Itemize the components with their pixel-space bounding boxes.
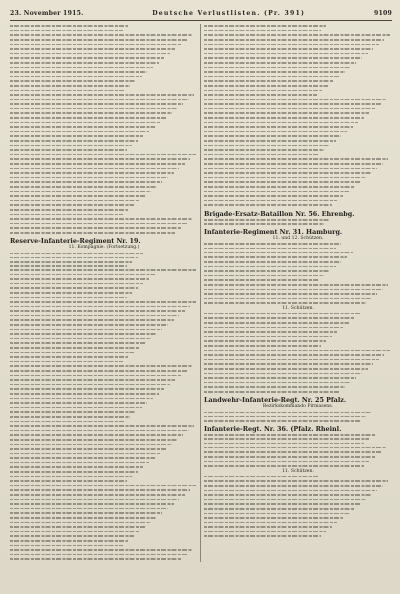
illegible-text	[10, 531, 140, 533]
illegible-text	[10, 269, 196, 271]
illegible-text	[204, 517, 343, 519]
illegible-text	[204, 438, 369, 440]
illegible-text	[204, 420, 360, 422]
illegible-text	[204, 494, 371, 496]
illegible-text	[10, 39, 187, 41]
illegible-text	[204, 313, 360, 315]
illegible-text	[204, 223, 324, 225]
casualty-line	[204, 390, 392, 395]
illegible-text	[204, 443, 364, 445]
section-heading: 11. Schützen.	[282, 468, 314, 474]
unit-note-line	[204, 410, 392, 414]
casualty-line	[10, 171, 198, 176]
illegible-text	[204, 476, 319, 478]
illegible-text	[204, 191, 349, 193]
section-heading: 11. Kompagnie. (Fortsetzung.)	[68, 245, 140, 251]
illegible-text	[204, 416, 366, 418]
illegible-text	[10, 379, 175, 381]
illegible-text	[10, 338, 151, 340]
illegible-text	[204, 377, 356, 379]
illegible-text	[10, 384, 170, 386]
illegible-text	[204, 181, 360, 183]
illegible-text	[204, 76, 339, 78]
illegible-text	[10, 112, 172, 114]
illegible-text	[10, 195, 145, 197]
illegible-text	[204, 503, 360, 505]
illegible-text	[204, 243, 341, 245]
casualty-line	[204, 493, 392, 498]
illegible-text	[204, 62, 356, 64]
illegible-text	[204, 177, 366, 179]
right-column	[204, 24, 392, 562]
casualty-line	[204, 292, 392, 297]
illegible-text	[10, 319, 174, 321]
illegible-text	[10, 462, 149, 464]
casualty-line	[204, 353, 392, 358]
illegible-text	[204, 322, 349, 324]
illegible-text	[204, 140, 336, 142]
unit-heading: Infanterie-Regiment Nr. 31. Hamburg.	[204, 228, 343, 237]
header-title: Deutsche Verlustlisten. (Pr. 391)	[152, 9, 306, 17]
casualty-line	[10, 502, 198, 507]
illegible-text	[10, 499, 179, 501]
illegible-text	[10, 558, 181, 560]
illegible-text	[10, 306, 190, 308]
illegible-text	[10, 108, 177, 110]
casualty-line	[204, 47, 392, 52]
illegible-text	[204, 53, 368, 55]
illegible-text	[10, 448, 166, 450]
casualty-line	[204, 102, 392, 107]
illegible-text	[10, 494, 185, 496]
illegible-text	[10, 398, 153, 400]
unit-heading: Brigade-Ersatz-Bataillon Nr. 56. Ehrenbg.	[204, 209, 355, 218]
casualty-line	[10, 309, 198, 314]
illegible-text	[204, 451, 381, 453]
illegible-text	[10, 71, 147, 73]
illegible-text	[204, 317, 354, 319]
illegible-text	[10, 99, 189, 101]
illegible-text	[204, 99, 386, 101]
illegible-text	[204, 513, 349, 515]
illegible-text	[204, 108, 375, 110]
illegible-text	[10, 94, 194, 96]
illegible-text	[204, 412, 371, 414]
casualty-line	[10, 231, 198, 236]
illegible-text	[10, 80, 136, 82]
unit-note-line	[204, 419, 392, 423]
casualty-line	[204, 301, 392, 306]
illegible-text	[10, 261, 132, 263]
illegible-text	[10, 526, 145, 528]
illegible-text	[10, 453, 160, 455]
illegible-text	[10, 297, 127, 299]
illegible-text	[204, 508, 354, 510]
illegible-text	[204, 363, 373, 365]
illegible-text	[10, 466, 143, 468]
illegible-text	[204, 172, 371, 174]
illegible-text	[204, 522, 337, 524]
illegible-text	[204, 434, 375, 436]
illegible-text	[204, 298, 371, 300]
illegible-text	[204, 293, 377, 295]
illegible-text	[204, 204, 332, 206]
illegible-text	[204, 535, 321, 537]
illegible-text	[204, 94, 317, 96]
illegible-text	[10, 388, 164, 390]
illegible-text	[10, 416, 130, 418]
illegible-text	[10, 333, 157, 335]
illegible-text	[10, 508, 168, 510]
illegible-text	[10, 168, 179, 170]
illegible-text	[10, 471, 138, 473]
illegible-text	[204, 103, 381, 105]
illegible-text	[204, 485, 383, 487]
illegible-text	[204, 373, 362, 375]
illegible-text	[10, 172, 174, 174]
illegible-text	[10, 545, 123, 547]
left-column	[10, 24, 198, 562]
casualty-line	[204, 203, 392, 208]
illegible-text	[10, 158, 190, 160]
illegible-text	[10, 425, 194, 427]
illegible-text	[10, 402, 147, 404]
illegible-text	[10, 489, 190, 491]
illegible-text	[10, 554, 187, 556]
casualty-line	[10, 217, 198, 222]
illegible-text	[10, 274, 155, 276]
illegible-text	[10, 181, 162, 183]
illegible-text	[10, 315, 179, 317]
illegible-text	[10, 361, 123, 363]
illegible-text	[204, 67, 351, 69]
illegible-text	[204, 382, 351, 384]
illegible-text	[10, 154, 196, 156]
illegible-text	[10, 292, 132, 294]
illegible-text	[204, 331, 337, 333]
header-page-number: 9109	[373, 9, 392, 17]
illegible-text	[10, 310, 185, 312]
illegible-text	[10, 186, 157, 188]
illegible-text	[10, 76, 142, 78]
illegible-text	[204, 71, 345, 73]
illegible-text	[10, 57, 164, 59]
illegible-text	[10, 342, 145, 344]
illegible-text	[10, 44, 181, 46]
illegible-text	[10, 444, 172, 446]
illegible-text	[204, 340, 326, 342]
illegible-text	[10, 370, 187, 372]
illegible-text	[204, 131, 347, 133]
illegible-text	[10, 421, 125, 423]
illegible-text	[10, 352, 134, 354]
illegible-text	[10, 214, 123, 216]
casualty-line	[204, 171, 392, 176]
illegible-text	[10, 535, 134, 537]
illegible-text	[10, 283, 143, 285]
illegible-text	[204, 158, 388, 160]
illegible-text	[204, 368, 368, 370]
illegible-text	[10, 200, 140, 202]
illegible-text	[10, 375, 181, 377]
illegible-text	[10, 356, 128, 358]
illegible-text	[10, 407, 142, 409]
illegible-text	[204, 25, 326, 27]
illegible-text	[10, 204, 134, 206]
casualty-line	[10, 548, 198, 553]
casualty-line	[10, 378, 198, 383]
illegible-text	[204, 391, 339, 393]
illegible-text	[10, 135, 143, 137]
illegible-text	[204, 85, 328, 87]
illegible-text	[204, 57, 362, 59]
illegible-text	[204, 490, 377, 492]
illegible-text	[204, 149, 324, 151]
illegible-text	[10, 145, 132, 147]
illegible-text	[10, 126, 155, 128]
illegible-text	[204, 386, 345, 388]
illegible-text	[204, 145, 330, 147]
illegible-text	[204, 34, 390, 36]
illegible-text	[10, 434, 183, 436]
illegible-text	[10, 301, 196, 303]
illegible-text	[204, 327, 343, 329]
illegible-text	[204, 163, 383, 165]
illegible-text	[10, 324, 168, 326]
illegible-text	[10, 117, 166, 119]
illegible-text	[204, 186, 354, 188]
illegible-text	[10, 34, 192, 36]
illegible-text	[204, 480, 388, 482]
unit-heading: Infanterie-Regt. Nr. 36. (Pfalz. Rheinl.	[204, 424, 342, 433]
illegible-text	[10, 457, 155, 459]
illegible-text	[204, 248, 336, 250]
illegible-text	[10, 430, 189, 432]
illegible-text	[10, 122, 160, 124]
illegible-text	[204, 302, 366, 304]
column-divider	[200, 24, 201, 562]
illegible-text	[10, 90, 125, 92]
illegible-text	[204, 44, 379, 46]
illegible-text	[204, 252, 353, 254]
illegible-text	[204, 275, 324, 277]
section-heading: Bezirkskommando Pirmasens.	[262, 404, 334, 410]
illegible-text	[10, 329, 162, 331]
page-header	[10, 6, 392, 20]
illegible-text	[204, 456, 375, 458]
illegible-text	[204, 112, 369, 114]
casualty-line	[10, 102, 198, 107]
illegible-text	[10, 485, 196, 487]
illegible-text	[10, 476, 132, 478]
illegible-text	[204, 270, 330, 272]
illegible-text	[204, 168, 377, 170]
casualty-line	[10, 47, 198, 52]
illegible-text	[10, 540, 128, 542]
illegible-text	[10, 30, 123, 32]
illegible-text	[204, 48, 373, 50]
casualty-line	[10, 424, 198, 429]
illegible-text	[10, 411, 136, 413]
illegible-text	[10, 512, 162, 514]
illegible-text	[204, 284, 388, 286]
illegible-text	[10, 503, 174, 505]
illegible-text	[204, 154, 319, 156]
section-heading: 11. und 12. Schützen.	[272, 236, 324, 242]
illegible-text	[204, 39, 384, 41]
illegible-text	[204, 465, 364, 467]
illegible-text	[204, 219, 330, 221]
unit-heading: Reserve-Infanterie-Regiment Nr. 19.	[10, 237, 141, 246]
casualty-line	[10, 93, 198, 98]
illegible-text	[204, 526, 332, 528]
illegible-text	[10, 227, 181, 229]
unit-heading: Landwehr-Infanterie-Regt. Nr. 25 Pfalz.	[204, 396, 347, 405]
illegible-text	[204, 30, 321, 32]
illegible-text	[204, 256, 347, 258]
illegible-text	[10, 163, 185, 165]
unit-note-line	[204, 222, 392, 226]
header-rule	[10, 20, 392, 21]
casualty-line	[204, 534, 392, 539]
illegible-text	[10, 347, 140, 349]
illegible-text	[10, 177, 168, 179]
illegible-text	[10, 439, 177, 441]
illegible-text	[10, 480, 127, 482]
illegible-text	[10, 48, 175, 50]
header-date: 23. November 1915.	[10, 9, 84, 17]
illegible-text	[204, 135, 341, 137]
illegible-text	[10, 278, 149, 280]
illegible-text	[204, 117, 364, 119]
illegible-text	[204, 80, 334, 82]
illegible-text	[10, 549, 192, 551]
illegible-text	[10, 223, 187, 225]
illegible-text	[10, 257, 138, 259]
illegible-text	[204, 122, 358, 124]
illegible-text	[10, 62, 159, 64]
illegible-text	[204, 195, 343, 197]
illegible-text	[10, 209, 128, 211]
illegible-text	[10, 25, 128, 27]
illegible-text	[10, 232, 175, 234]
illegible-text	[10, 191, 151, 193]
illegible-text	[204, 345, 321, 347]
illegible-text	[204, 531, 326, 533]
illegible-text	[204, 336, 332, 338]
illegible-text	[204, 359, 379, 361]
illegible-text	[204, 350, 390, 352]
illegible-text	[10, 265, 127, 267]
illegible-text	[204, 289, 383, 291]
illegible-text	[10, 218, 192, 220]
illegible-text	[204, 126, 353, 128]
illegible-text	[10, 393, 159, 395]
illegible-text	[10, 85, 130, 87]
illegible-text	[204, 279, 319, 281]
section-heading: 11. Schützen.	[282, 305, 314, 311]
illegible-text	[10, 522, 151, 524]
illegible-text	[10, 253, 143, 255]
illegible-text	[10, 140, 138, 142]
illegible-text	[204, 461, 369, 463]
illegible-text	[10, 517, 157, 519]
illegible-text	[204, 90, 322, 92]
illegible-text	[10, 287, 138, 289]
illegible-text	[10, 365, 192, 367]
illegible-text	[10, 53, 170, 55]
illegible-text	[10, 149, 127, 151]
illegible-text	[204, 200, 337, 202]
illegible-text	[204, 447, 386, 449]
illegible-text	[204, 266, 336, 268]
illegible-text	[204, 354, 384, 356]
illegible-text	[10, 103, 183, 105]
illegible-text	[10, 131, 149, 133]
illegible-text	[10, 67, 153, 69]
illegible-text	[204, 499, 366, 501]
illegible-text	[204, 261, 341, 263]
